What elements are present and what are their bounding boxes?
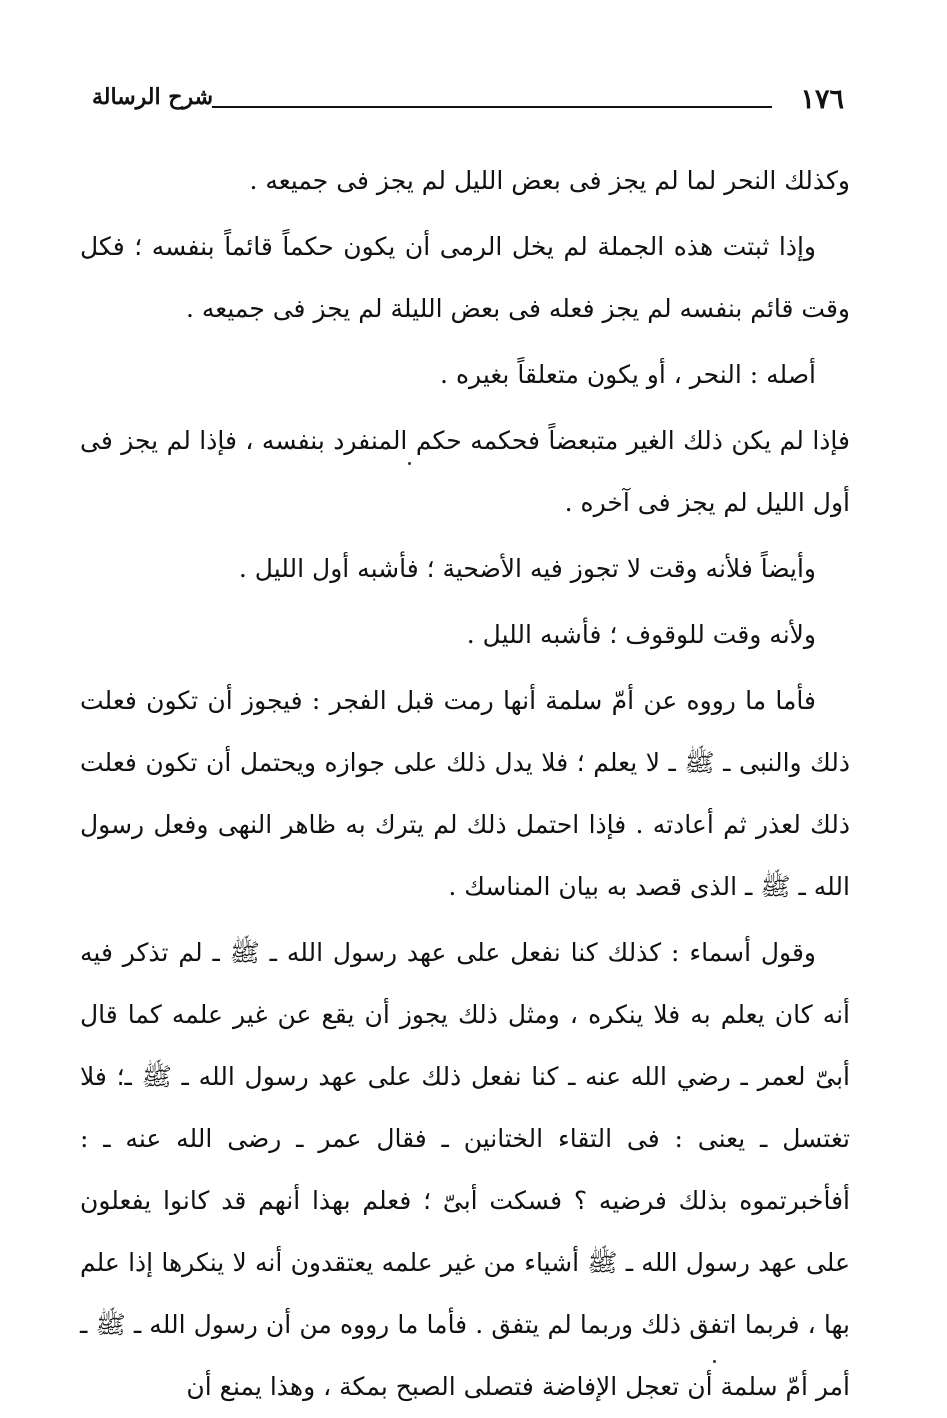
paragraph-6: ولأنه وقت للوقوف ؛ فأشبه الليل . (466, 620, 816, 649)
scan-speck (713, 1360, 716, 1363)
paragraph-7: فأما ما رووه عن أمّ سلمة أنها رمت قبل الفجر : فيجوز أن تكون فعلت ذلك والنبى ـ ﷺ ـ لا يعلم ؛ فلا يدل ذلك على جوازه ويحتمل أن تكون فعلت ذلك لعذر ثم أعادته . فإذا احتمل ذلك لم يترك به ظاهر النهى وفعل رسول الله ـ ﷺ ـ الذى قصد به بيان المناسك . (80, 686, 850, 901)
paragraph-8: وقول أسماء : كذلك كنا نفعل على عهد رسول الله ـ ﷺ ـ لم تذكر فيه أنه كان يعلم به فلا ينكره ، ومثل ذلك يجوز أن يقع عن غير علمه كما قال أبىّ لعمر ـ رضي الله عنه ـ كنا نفعل ذلك على عهد رسول الله ـ ﷺ ـ؛ فلا تغتسل ـ يعنى : فى التقاء الختانين ـ فقال عمر ـ رضى الله عنه ـ : أفأخبرتموه بذلك فرضيه ؟ فسكت أبىّ ؛ فعلم بهذا أنهم قد كانوا يفعلون على عهد رسول الله ـ ﷺ أشياء من غير علمه يعتقدون أنه لا ينكرها إذا علم بها ، فربما اتفق ذلك وربما لم يتفق . فأما ما رووه من أن رسول الله ـ ﷺ ـ أمر أمّ سلمة أن تعجل الإفاضة فتصلى الصبح بمكة ، وهذا يمنع أن (80, 938, 850, 1401)
paragraph-1: وكذلك النحر لما لم يجز فى بعض الليل لم يجز فى جميعه . (249, 166, 850, 195)
body-text (80, 150, 850, 1418)
page-number: ١٧٦ (800, 84, 844, 115)
paragraph-3: أصله : النحر ، أو يكون متعلقاً بغيره . (440, 360, 816, 389)
book-title: شرح الرسالة (92, 84, 214, 110)
paragraph-4: فإذا لم يكن ذلك الغير متبعضاً فحكمه حكم المنفرد بنفسه ، فإذا لم يجز فى أول الليل لم يجز فى آخره . (80, 426, 850, 517)
paragraph-2: وإذا ثبتت هذه الجملة لم يخل الرمى أن يكون حكماً قائماً بنفسه ؛ فكل وقت قائم بنفسه لم يجز فعله فى بعض الليلة لم يجز فى جميعه . (80, 232, 850, 323)
header-rule (212, 106, 772, 108)
running-header (92, 84, 844, 124)
paragraph-5: وأيضاً فلأنه وقت لا تجوز فيه الأضحية ؛ فأشبه أول الليل . (238, 554, 816, 583)
scan-speck (408, 462, 411, 465)
